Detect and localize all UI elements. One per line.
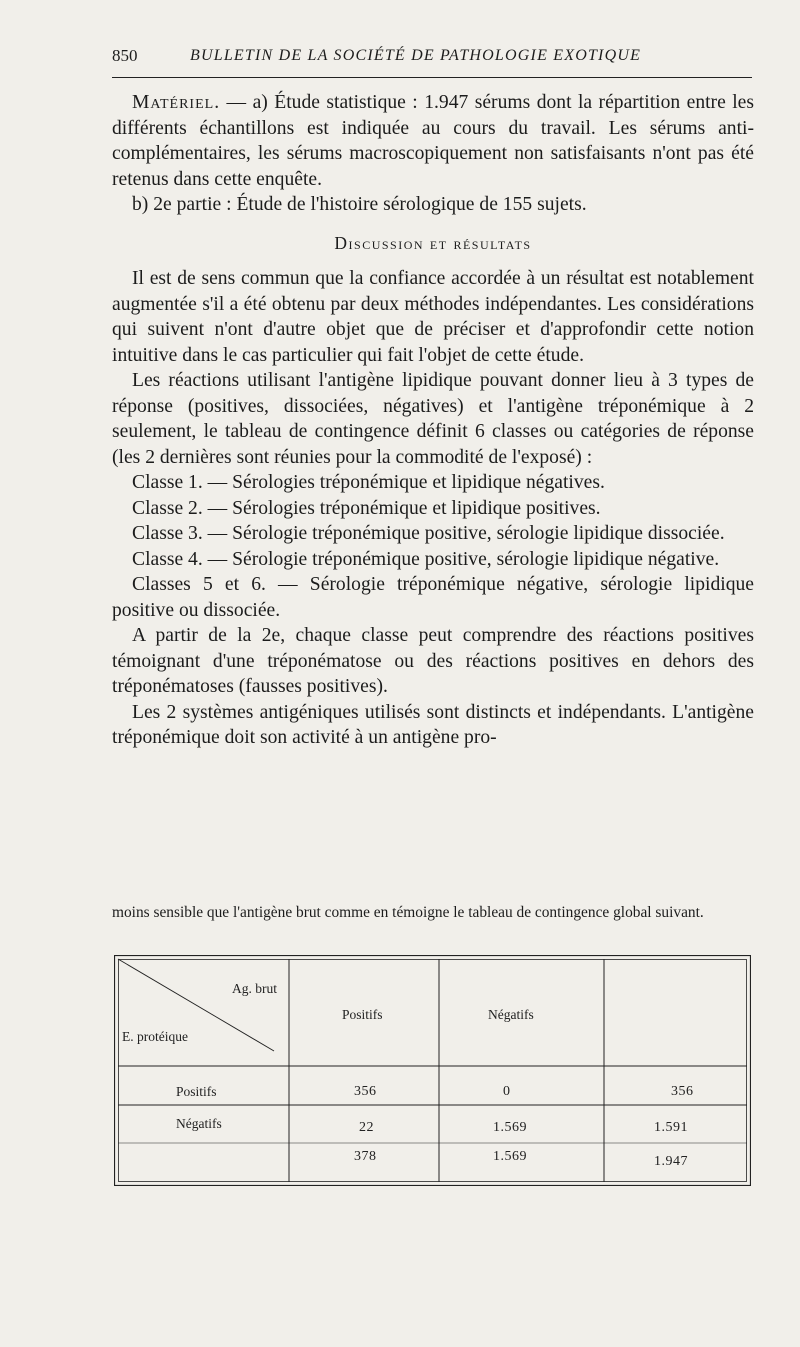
classe-2: Classe 2. — Sérologies tréponémique et lipidique positives. <box>132 497 601 519</box>
cell-total-neg: 1.569 <box>493 1149 527 1164</box>
materiel-paragraph <box>112 90 754 192</box>
page-number: 850 <box>112 46 138 65</box>
classes-5-6: Classes 5 et 6. — Sérologie tréponémique négative, sérologie lipidique positive ou dissociée. <box>112 574 754 621</box>
cell-neg-pos: 22 <box>359 1120 374 1135</box>
cell-pos-total: 356 <box>671 1084 694 1099</box>
col-header-negatifs: Négatifs <box>488 1007 534 1022</box>
paragraph-1: Il est de sens commun que la confiance accordée à un résultat est notablement augmentée s'il a été obtenu par deux méthodes indépendantes. Les considérations qui suivent n'ont d'autre objet que de préciser et d'approfondir cette notion intuitive dans le cas particulier qui fait l'objet de cette étude. <box>112 268 754 366</box>
cell-grand-total: 1.947 <box>654 1154 688 1169</box>
materiel-part-a: — a) Étude statistique : 1.947 sérums dont la répartition entre les différents échantillons est indiquée au cours du travail. Les sérums anti-complémentaires, les sérums macroscopiquement non satisfaisants n'ont pas été retenus dans cette enquête. <box>112 92 754 190</box>
classe-1: Classe 1. — Sérologies tréponémique et lipidique négatives. <box>132 472 605 493</box>
row-label-positifs: Positifs <box>176 1084 217 1099</box>
materiel-part-b: b) 2e partie : Étude de l'histoire sérologique de 155 sujets. <box>132 194 587 215</box>
body-text <box>112 90 754 751</box>
paragraph-4: Les 2 systèmes antigéniques utilisés sont distincts et indépendants. L'antigène tréponémique doit son activité à un antigène pro- <box>112 701 754 748</box>
classe-3: Classe 3. — Sérologie tréponémique positive, sérologie lipidique dissociée. <box>132 523 725 544</box>
cell-total-pos: 378 <box>354 1149 377 1164</box>
cell-pos-neg: 0 <box>503 1084 511 1099</box>
corner-row-label: E. protéique <box>122 1029 188 1044</box>
materiel-label: Matériel. <box>132 92 221 113</box>
header-rule <box>112 77 752 78</box>
section-heading: Discussion et résultats <box>334 232 532 253</box>
row-label-negatifs: Négatifs <box>176 1116 222 1131</box>
table-note: moins sensible que l'antigène brut comme en témoigne le tableau de contingence global suivant. <box>112 904 704 921</box>
corner-col-label: Ag. brut <box>232 981 277 996</box>
paragraph-3: A partir de la 2e, chaque classe peut comprendre des réactions positives témoignant d'une tréponématose ou des réactions positives en dehors des tréponématoses (fausses positives). <box>112 625 754 697</box>
table-grid <box>114 955 751 1186</box>
classe-4: Classe 4. — Sérologie tréponémique positive, sérologie lipidique négative. <box>132 548 720 570</box>
cell-pos-pos: 356 <box>354 1084 377 1099</box>
cell-neg-neg: 1.569 <box>493 1120 527 1135</box>
journal-title: BULLETIN DE LA SOCIÉTÉ DE PATHOLOGIE EXOTIQUE <box>190 47 642 64</box>
cell-neg-total: 1.591 <box>654 1120 688 1135</box>
paragraph-2: Les réactions utilisant l'antigène lipidique pouvant donner lieu à 3 types de réponse (positives, dissociées, négatives) et l'antigène tréponémique à 2 seulement, le tableau de contingence définit 6 classes ou catégories de réponse (les 2 dernières sont réunies pour la commodité de l'exposé) : <box>112 370 754 468</box>
page-header <box>112 44 752 70</box>
col-header-positifs: Positifs <box>342 1007 383 1022</box>
contingency-table <box>114 955 751 1186</box>
